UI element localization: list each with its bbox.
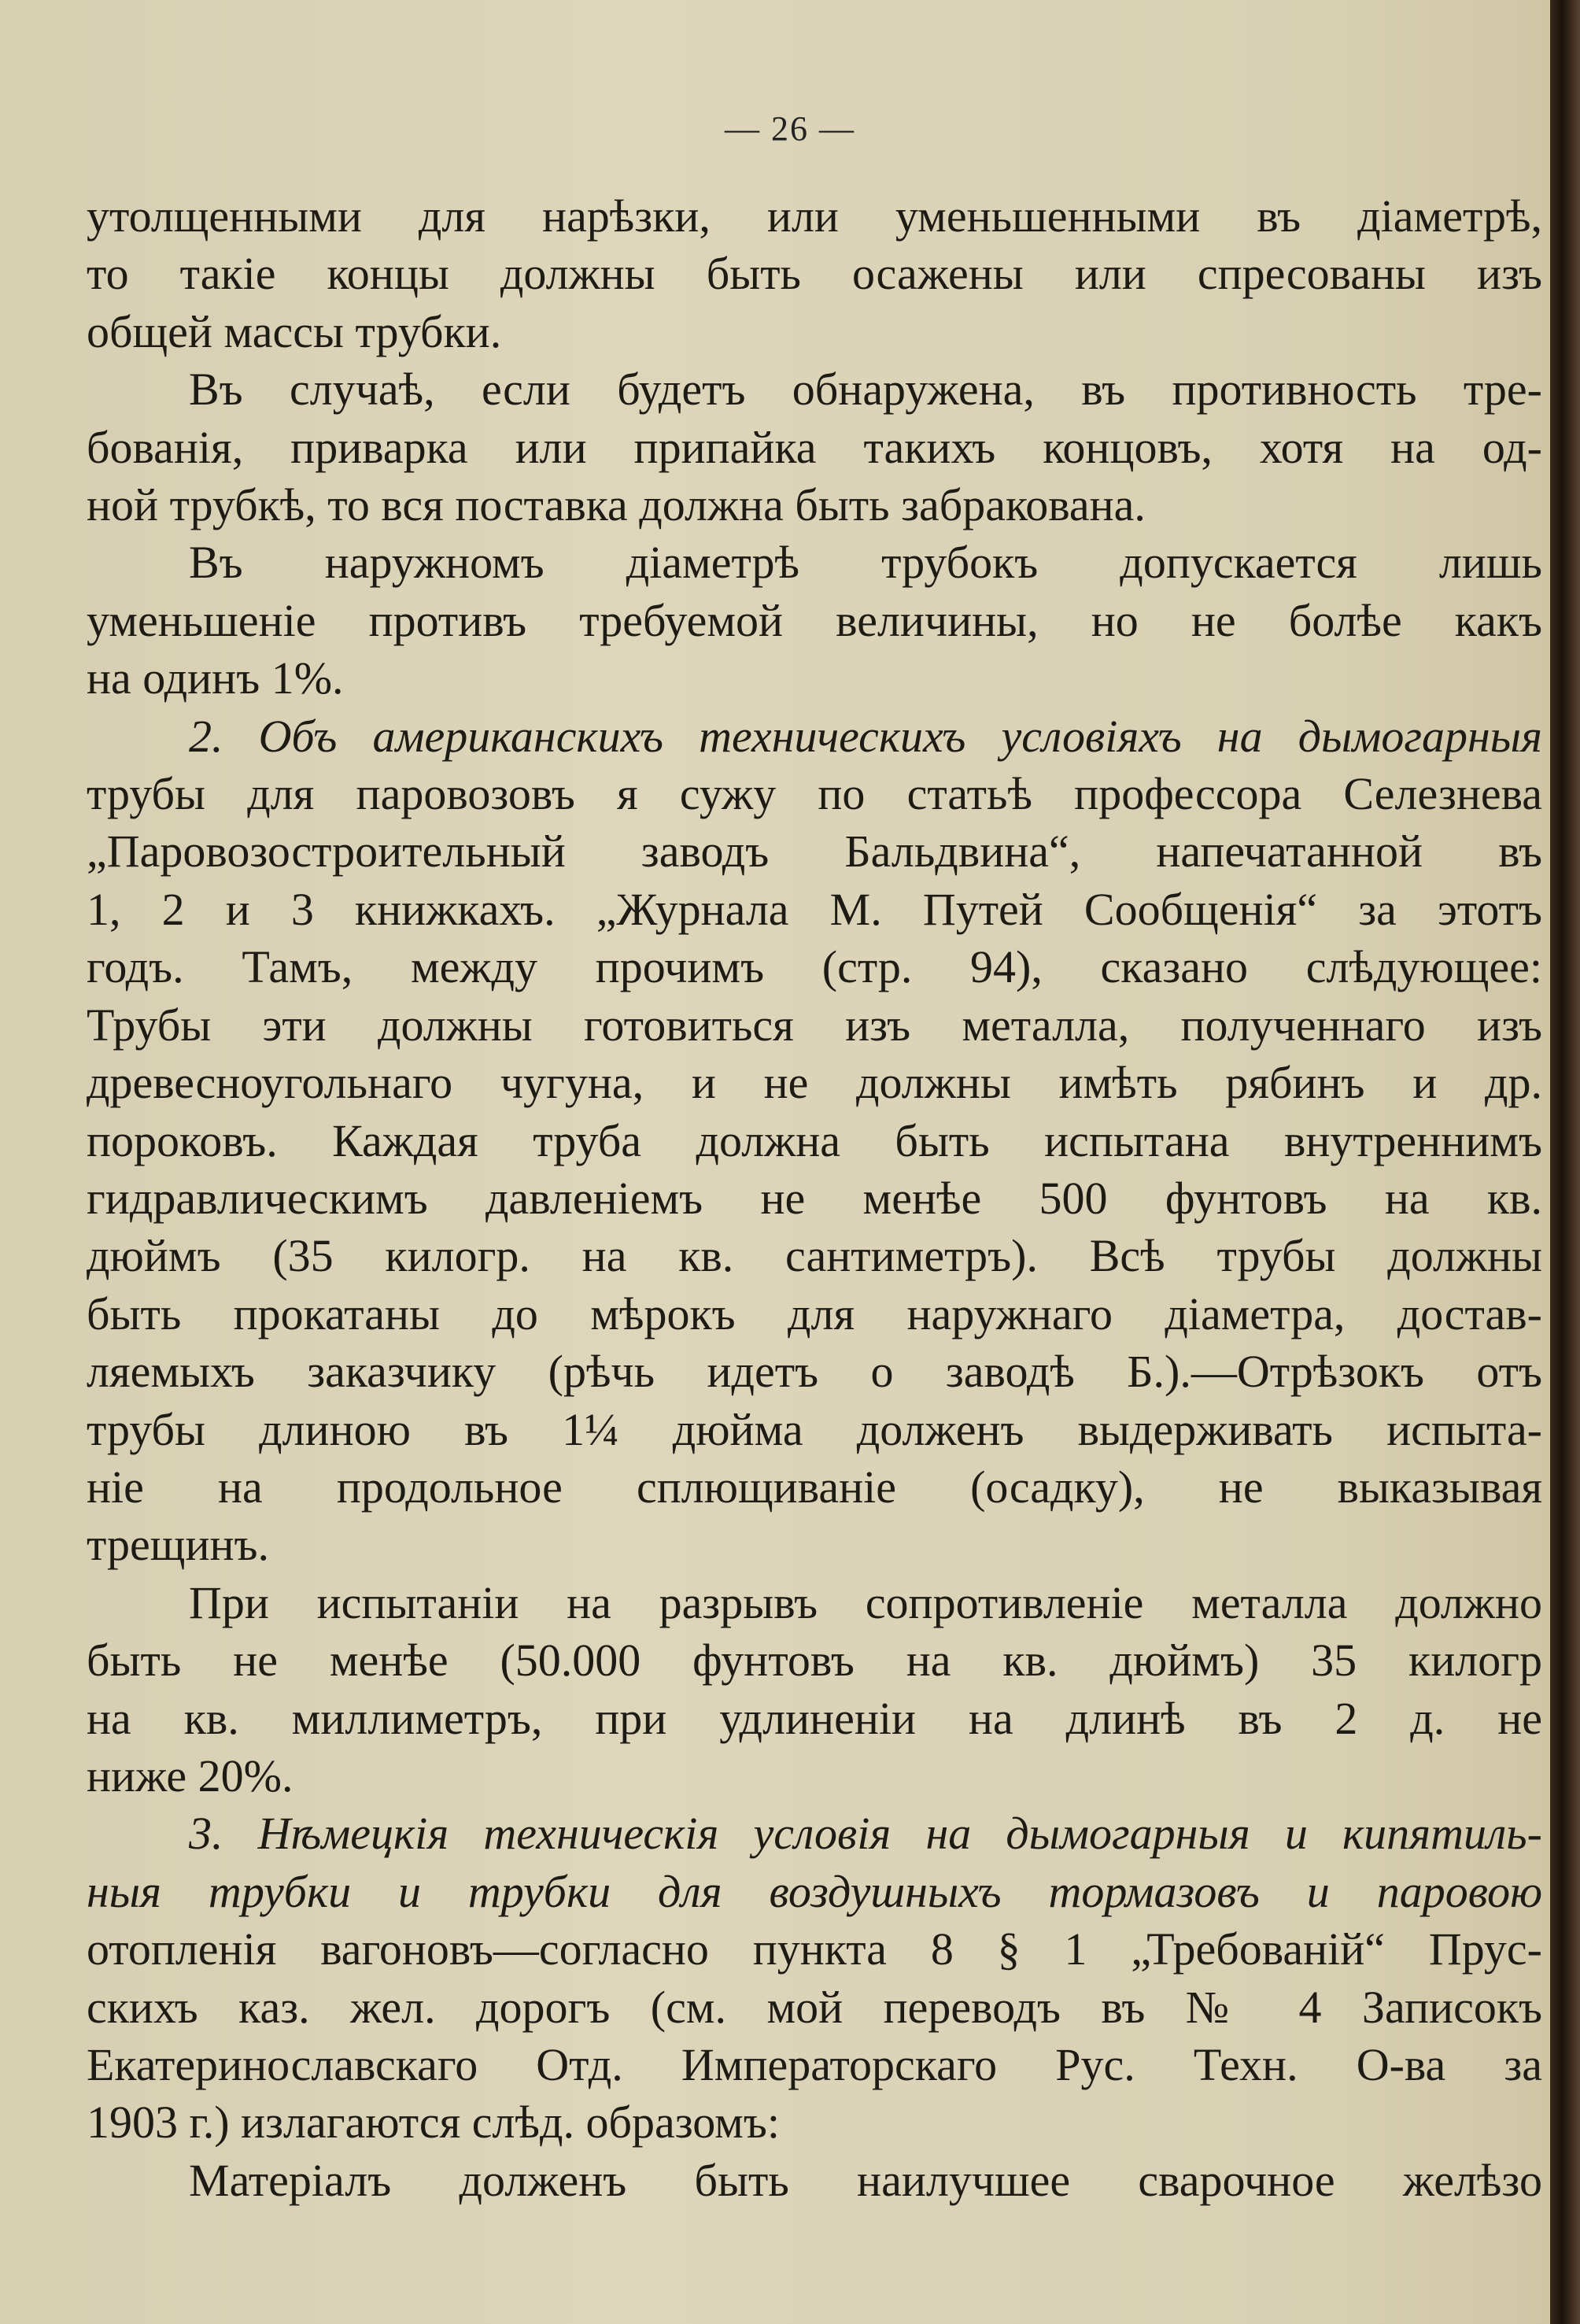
text-line: пороковъ. Каждая труба должна быть испытана внутреннимъ [87,1114,1542,1166]
text-line: годъ. Тамъ, между прочимъ (стр. 94), сказано слѣдующее: [87,941,1542,993]
text-line: При испытаніи на разрывъ сопротивленіе металла должно [189,1576,1542,1628]
text-line: утолщенными для нарѣзки, или уменьшенными въ діаметрѣ, [87,190,1542,242]
text-line: ниже 20%. [87,1749,293,1801]
text-line: ляемыхъ заказчику (рѣчь идетъ о заводѣ Б.).—Отрѣзокъ отъ [87,1346,1542,1398]
text-line: Въ случаѣ, если будетъ обнаружена, въ противность тре- [189,364,1542,416]
text-line: 1, 2 и 3 книжкахъ. „Журнала М. Путей Сообщенія“ за этотъ [87,883,1542,935]
page-number: — 26 — [725,109,855,148]
text-line: трубы длиною въ 1¼ дюйма долженъ выдерживать испыта- [87,1403,1542,1455]
text-line: трещинъ. [87,1519,270,1571]
text-line: на одинъ 1%. [87,652,344,704]
text-line: то такіе концы должны быть осажены или спресованы изъ [87,248,1542,300]
book-binding-edge [1550,0,1580,2324]
section-heading-line: 3. Нѣмецкія техническія условія на дымогарныя и кипятиль- [189,1808,1542,1860]
text-line: бованія, приварка или припайка такихъ концовъ, хотя на од- [87,421,1542,473]
text-line: ной трубкѣ, то вся поставка должна быть забракована. [87,479,1146,531]
text-line: быть не менѣе (50.000 фунтовъ на кв. дюймъ) 35 килогр [87,1635,1542,1687]
text-line: гидравлическимъ давленіемъ не менѣе 500 фунтовъ на кв. [87,1172,1542,1224]
text-line: уменьшеніе противъ требуемой величины, но не болѣе какъ [87,594,1542,646]
text-line: на кв. миллиметръ, при удлиненіи на длинѣ въ 2 д. не [87,1692,1542,1744]
section-heading-line: ныя трубки и трубки для воздушныхъ тормазовъ и паровою [87,1865,1542,1917]
section-heading-line: 2. Объ американскихъ техническихъ условіяхъ на дымогарныя [189,710,1542,762]
text-line: скихъ каз. жел. дорогъ (см. мой переводъ въ № 4 Записокъ [87,1981,1542,2033]
text-line: Матеріалъ долженъ быть наилучшее сварочное желѣзо [189,2154,1542,2206]
text-line: быть прокатаны до мѣрокъ для наружнаго діаметра, достав- [87,1288,1542,1339]
body-text [87,187,1542,2209]
text-line: Екатеринославскаго Отд. Императорскаго Рус. Техн. О-ва за [87,2039,1542,2090]
text-line: ніе на продольное сплющиваніе (осадку), не выказывая [87,1461,1542,1513]
text-line: дюймъ (35 килогр. на кв. сантиметръ). Всѣ трубы должны [87,1230,1542,1282]
text-line: Трубы эти должны готовиться изъ металла, полученнаго изъ [87,999,1542,1051]
text-line: трубы для паровозовъ я сужу по статьѣ профессора Селезнева [87,768,1542,820]
text-line: общей массы трубки. [87,305,502,357]
text-line: отопленія вагоновъ—согласно пункта 8 § 1 „Требованій“ Прус- [87,1923,1542,1975]
text-line: 1903 г.) излагаются слѣд. образомъ: [87,2097,780,2148]
text-line: Въ наружномъ діаметрѣ трубокъ допускается лишь [189,537,1542,589]
text-line: „Паровозостроительный заводъ Бальдвина“, напечатанной въ [87,826,1542,878]
text-line: древесноугольнаго чугуна, и не должны имѣть рябинъ и др. [87,1057,1542,1109]
